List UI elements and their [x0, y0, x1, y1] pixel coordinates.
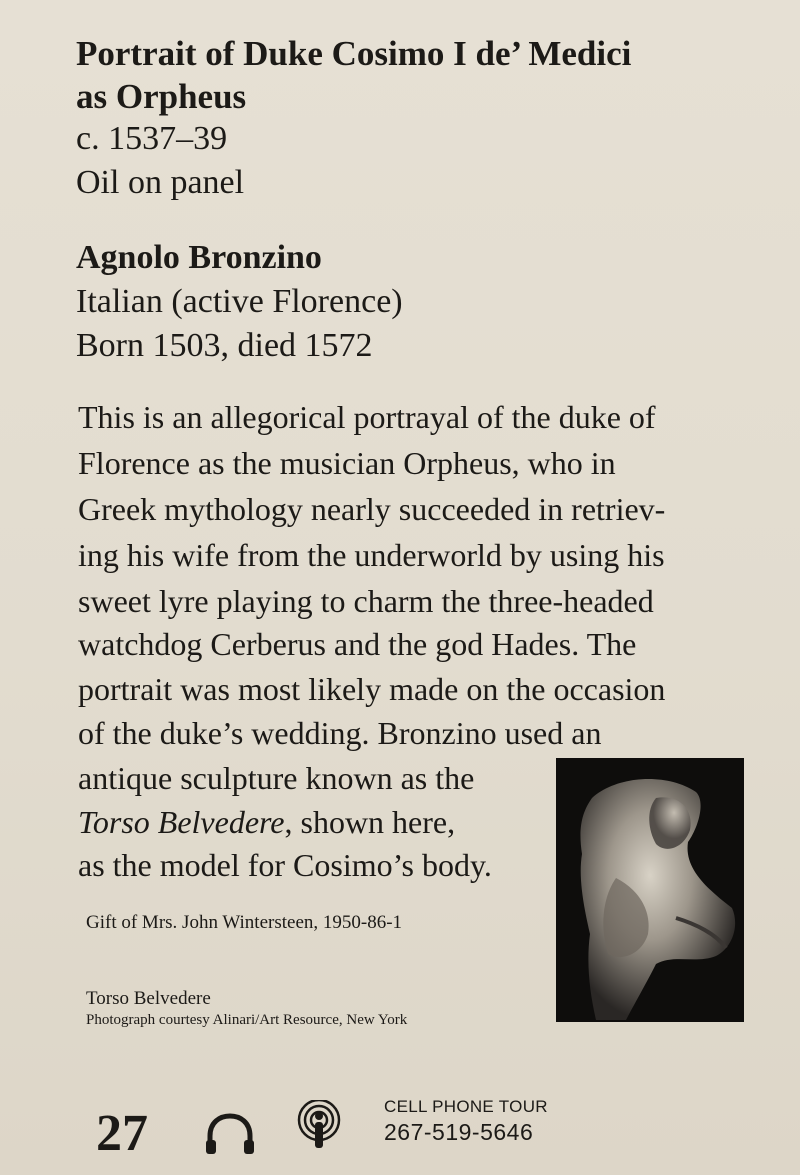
description-line: of the duke’s wedding. Bronzino used an: [78, 715, 602, 751]
artist-name: Agnolo Bronzino: [76, 239, 322, 276]
description-line: ing his wife from the underworld by using his: [78, 537, 665, 573]
description-line: watchdog Cerberus and the god Hades. The: [78, 626, 637, 662]
description-line: antique sculpture known as the: [78, 760, 475, 796]
headphones-icon: [200, 1112, 260, 1156]
artwork-title: [76, 32, 766, 118]
description-line: portrait was most likely made on the occasion: [78, 671, 666, 707]
broadcast-icon: [296, 1100, 342, 1152]
description-line: This is an allegorical portrayal of the duke of: [78, 399, 656, 435]
description-line: Greek mythology nearly succeeded in retriev-: [78, 491, 666, 527]
torso-sculpture-image: [556, 758, 744, 1022]
description-line: sweet lyre playing to charm the three-headed: [78, 583, 654, 619]
cell-phone-tour-label: CELL PHONE TOUR: [384, 1097, 548, 1116]
sculpture-name-italic: Torso Belvedere: [78, 804, 285, 840]
artwork-title-line2: as Orpheus: [76, 77, 247, 116]
description-line: [78, 803, 455, 841]
description-line-rest: , shown here,: [284, 804, 456, 840]
artwork-title-line1: Portrait of Duke Cosimo I de’ Medici: [76, 34, 632, 73]
artist-life-dates: Born 1503, died 1572: [76, 327, 373, 364]
artwork-date: c. 1537–39: [76, 120, 228, 157]
description-line: as the model for Cosimo’s body.: [78, 847, 492, 883]
torso-belvedere-photo: [556, 758, 744, 1022]
tour-stop-number: 27: [96, 1105, 148, 1162]
credit-line: Gift of Mrs. John Wintersteen, 1950-86-1: [86, 912, 403, 933]
cell-phone-tour-number: 267-519-5646: [384, 1119, 534, 1145]
photo-credit: Photograph courtesy Alinari/Art Resource, New York: [86, 1012, 408, 1028]
artist-nationality: Italian (active Florence): [76, 283, 403, 320]
description-line: Florence as the musician Orpheus, who in: [78, 445, 616, 481]
artwork-medium: Oil on panel: [76, 164, 245, 201]
photo-caption: Torso Belvedere: [86, 988, 211, 1009]
